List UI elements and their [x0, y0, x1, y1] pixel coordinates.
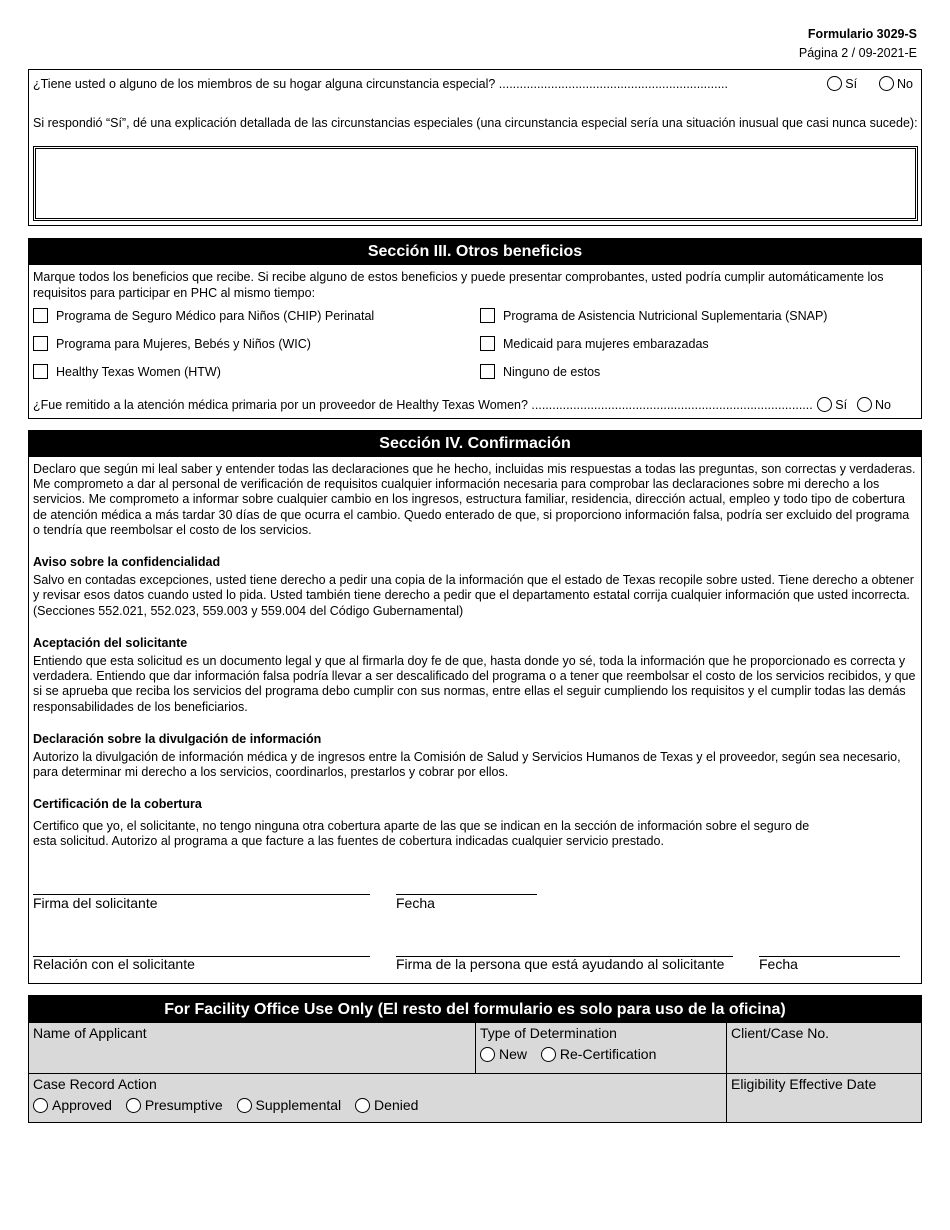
name-of-applicant-field[interactable] [29, 1023, 476, 1074]
radio-recert[interactable] [541, 1047, 556, 1062]
determination-new-option[interactable] [480, 1046, 527, 1062]
section-3-intro: Marque todos los beneficios que recibe. Si recibe alguno de estos beneficios y puede presentar comprobantes, usted podría cumplir automáticamente los requisitos para participar en PHC al mismo tiempo: [33, 270, 884, 300]
privacy-text: Salvo en contadas excepciones, usted tiene derecho a pedir una copia de la información que el estado de Texas recopile sobre usted. Tiene derecho a obtener y revisar esos datos cuando usted lo pida. Usted también tiene derecho a pedir que el departamento estatal corrija cualquier información que usted incorrecta. (Secciones 552.021, 552.023, 559.003 y 559.004 del Código Gubernamental) [33, 573, 914, 618]
form-number: Formulario 3029-S [807, 27, 917, 41]
radio-yes[interactable] [827, 76, 842, 91]
special-yes-option[interactable] [827, 77, 857, 91]
action-denied-option[interactable] [355, 1097, 418, 1113]
applicant-signature-label: Firma del solicitante [33, 895, 158, 911]
denied-label: Denied [374, 1097, 419, 1113]
benefit-label: Healthy Texas Women (HTW) [56, 365, 221, 379]
benefit-label: Programa para Mujeres, Bebés y Niños (WIC) [56, 337, 311, 351]
declaration-text: Declaro que según mi leal saber y entender todas las declaraciones que he hecho, incluidas mis respuestas a todas las preguntas, son correctas y verdaderas. Me comprometo a dar al personal de verificación de requisitos cualquier información necesaria para comprobar las declaraciones sobre mi derecho a los servicios. Me comprometo a informar sobre cualquier cambio en los ingresos, estructura familiar, residencia, dirección actual, empleo y todo tipo de cobertura de atención médica a más tardar 30 días de que ocurra el cambio. Quedo enterado de que, si proporciono información falsa, podría ser excluido del programa o tendría que reembolsar el costo de los servicios. [33, 462, 916, 537]
special-circumstances-question: ¿Tiene usted o alguno de los miembros de su hogar alguna circunstancia especial? .................................................................. [33, 77, 728, 91]
referral-no-label: No [875, 398, 891, 412]
page-number: Página 2 / 09-2021-E [798, 46, 917, 60]
checkbox[interactable] [33, 308, 48, 323]
section-4-title: Sección IV. Confirmación [29, 431, 921, 457]
radio-supplemental[interactable] [237, 1098, 252, 1113]
supplemental-label: Supplemental [255, 1097, 342, 1113]
action-approved-option[interactable] [33, 1097, 112, 1113]
recert-label: Re-Certification [559, 1046, 657, 1062]
radio-no[interactable] [857, 397, 872, 412]
coverage-line-2: esta solicitud. Autorizo al programa a que facture a las fuentes de cobertura indicadas cualquier servicio prestado. [33, 833, 664, 848]
section-4-confirmation [28, 430, 922, 984]
coverage-heading: Certificación de la cobertura [33, 797, 202, 812]
checkbox[interactable] [33, 364, 48, 379]
benefit-htw[interactable] [33, 364, 221, 379]
coverage-line-1: Certifico que yo, el solicitante, no tengo ninguna otra cobertura aparte de las que se indican en la sección de información sobre el seguro de [33, 818, 810, 833]
section-3-other-benefits [28, 238, 922, 419]
htw-referral-options [811, 397, 891, 412]
eligibility-date-label: Eligibility Effective Date [731, 1076, 877, 1092]
privacy-heading: Aviso sobre la confidencialidad [33, 555, 221, 570]
benefit-label: Ninguno de estos [503, 365, 601, 379]
action-presumptive-option[interactable] [126, 1097, 223, 1113]
eligibility-date-field[interactable] [727, 1074, 921, 1122]
referral-yes-label: Sí [835, 398, 848, 412]
client-case-label: Client/Case No. [731, 1025, 830, 1041]
approved-label: Approved [52, 1097, 112, 1113]
benefit-label: Programa de Asistencia Nutricional Suplementaria (SNAP) [503, 309, 828, 323]
referral-yes-option[interactable] [817, 398, 847, 412]
helper-signature-label: Firma de la persona que está ayudando al solicitante [396, 956, 725, 972]
special-instruction: Si respondió “Sí”, dé una explicación detallada de las circunstancias especiales (una circunstancia especial sería una situación inusual que casi nunca sucede): [33, 116, 918, 130]
benefit-label: Medicaid para mujeres embarazadas [503, 337, 709, 351]
coverage-text [33, 819, 919, 849]
special-yes-label: Sí [845, 77, 858, 91]
benefit-label: Programa de Seguro Médico para Niños (CHIP) Perinatal [56, 309, 375, 323]
benefit-chip-perinatal[interactable] [33, 308, 374, 323]
case-record-action-label: Case Record Action [33, 1076, 157, 1092]
radio-yes[interactable] [817, 397, 832, 412]
section-3-title: Sección III. Otros beneficios [29, 239, 921, 265]
checkbox[interactable] [480, 364, 495, 379]
helper-date-label: Fecha [759, 956, 798, 972]
benefit-none[interactable] [480, 364, 600, 379]
htw-referral-question: ¿Fue remitido a la atención médica primaria por un proveedor de Healthy Texas Women? ................................................................................. [33, 398, 813, 412]
section-4-body [33, 462, 919, 849]
disclosure-text: Autorizo la divulgación de información médica y de ingresos entre la Comisión de Salud y Servicios Humanos de Texas y el proveedor, según sea necesario, para determinar mi derecho a los servicios, coordinarlos, prestarlos y cobrar por ellos. [33, 750, 901, 780]
client-case-field[interactable] [727, 1023, 921, 1074]
benefit-wic[interactable] [33, 336, 311, 351]
radio-approved[interactable] [33, 1098, 48, 1113]
office-title: For Facility Office Use Only (El resto del formulario es solo para uso de la oficina) [29, 996, 921, 1023]
relationship-label: Relación con el solicitante [33, 956, 195, 972]
determination-recert-option[interactable] [541, 1046, 656, 1062]
office-use-section [28, 995, 922, 1123]
checkbox[interactable] [480, 308, 495, 323]
presumptive-label: Presumptive [144, 1097, 223, 1113]
applicant-date-label: Fecha [396, 895, 435, 911]
acceptance-text: Entiendo que esta solicitud es un documento legal y que al firmarla doy fe de que, hasta donde yo sé, toda la información que he proporcionado es correcta y verdadera. Entiendo que dar información falsa podría llevar a ser descalificado del programa o a tener que reembolsar el costo de los servicios recibidos, y que si se aprueba que reciba los servicios del programa debo cumplir con sus normas, entre ellas el seguir cumpliendo los requisitos y el cumplir todas las demás responsabilidades de los beneficiarios. [33, 654, 916, 714]
special-no-label: No [897, 77, 913, 91]
disclosure-heading: Declaración sobre la divulgación de información [33, 731, 322, 746]
type-of-determination-label: Type of Determination [480, 1025, 617, 1041]
special-circumstances-box [28, 69, 922, 226]
checkbox[interactable] [33, 336, 48, 351]
new-label: New [499, 1046, 528, 1062]
special-explanation-field[interactable] [33, 146, 918, 221]
benefit-snap[interactable] [480, 308, 827, 323]
special-circumstances-options [809, 76, 913, 91]
referral-no-option[interactable] [857, 398, 891, 412]
acceptance-heading: Aceptación del solicitante [33, 635, 188, 650]
name-of-applicant-label: Name of Applicant [33, 1025, 147, 1041]
radio-new[interactable] [480, 1047, 495, 1062]
action-supplemental-option[interactable] [237, 1097, 342, 1113]
benefit-medicaid-pregnant[interactable] [480, 336, 709, 351]
checkbox[interactable] [480, 336, 495, 351]
special-no-option[interactable] [879, 77, 913, 91]
case-record-action-field [29, 1074, 727, 1122]
radio-denied[interactable] [355, 1098, 370, 1113]
radio-no[interactable] [879, 76, 894, 91]
radio-presumptive[interactable] [126, 1098, 141, 1113]
type-of-determination-field [476, 1023, 727, 1074]
form-header [799, 27, 917, 60]
